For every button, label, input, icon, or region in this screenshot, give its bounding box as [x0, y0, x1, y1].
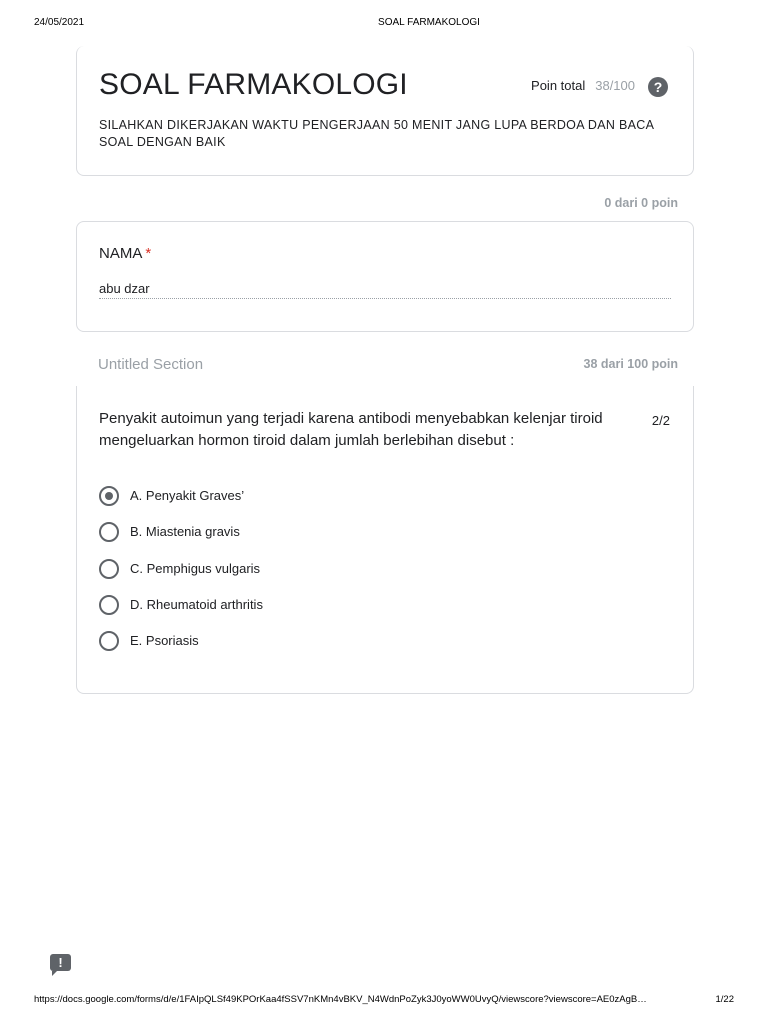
- first-section-points: 0 dari 0 poin: [604, 196, 678, 210]
- form-description: SILAHKAN DIKERJAKAN WAKTU PENGERJAAN 50 MENIT JANG LUPA BERDOA DAN BACA SOAL DENGAN BAIK: [99, 118, 654, 149]
- question-label-text: NAMA: [99, 245, 143, 262]
- print-title: SOAL FARMAKOLOGI: [378, 17, 480, 28]
- poin-total: [531, 78, 635, 93]
- question-score: 2/2: [651, 413, 670, 428]
- option-label: D. Rheumatoid arthritis: [130, 597, 263, 612]
- print-header: [0, 17, 768, 31]
- option-d[interactable]: [99, 595, 599, 617]
- radio-checked-icon[interactable]: [99, 486, 119, 506]
- required-marker: *: [145, 245, 152, 262]
- section-title: Untitled Section: [98, 356, 204, 373]
- question-card-nama: [76, 221, 694, 332]
- radio-unchecked-icon[interactable]: [99, 595, 119, 615]
- print-url: https://docs.google.com/forms/d/e/1FAIpQLSf49KPOrKaa4fSSV7nKMn4vBKV_N4WdnPoZyk3J0yoWW0UvyQ/viewscore?viewscore=AE0zAgB…: [34, 994, 647, 1005]
- option-a[interactable]: [99, 486, 599, 508]
- radio-unchecked-icon[interactable]: [99, 559, 119, 579]
- poin-total-score: 38/100: [595, 78, 635, 93]
- option-label: B. Miastenia gravis: [130, 524, 240, 539]
- print-date: 24/05/2021: [34, 17, 85, 28]
- answer-underline: [99, 298, 671, 299]
- question-card-1: [76, 386, 694, 694]
- feedback-icon[interactable]: !: [50, 954, 71, 971]
- option-label: C. Pemphigus vulgaris: [130, 561, 261, 576]
- option-label: A. Penyakit Graves’: [130, 488, 245, 503]
- option-c[interactable]: [99, 559, 599, 581]
- radio-unchecked-icon[interactable]: [99, 631, 119, 651]
- poin-total-label: Poin total: [531, 78, 586, 93]
- form-title: SOAL FARMAKOLOGI: [99, 68, 408, 101]
- section-points: 38 dari 100 poin: [583, 357, 678, 371]
- form-header-card: [76, 46, 694, 176]
- option-b[interactable]: [99, 522, 599, 544]
- radio-unchecked-icon[interactable]: [99, 522, 119, 542]
- answer-nama: abu dzar: [99, 281, 150, 296]
- option-e[interactable]: [99, 631, 599, 653]
- help-icon[interactable]: ?: [648, 77, 668, 97]
- question-text: Penyakit autoimun yang terjadi karena antibodi menyebabkan kelenjar tiroid mengeluarkan hormon tiroid dalam jumlah berlebihan disebut :: [99, 410, 603, 449]
- option-label: E. Psoriasis: [130, 633, 199, 648]
- print-page-number: 1/22: [715, 994, 734, 1005]
- question-label-nama: [99, 245, 151, 262]
